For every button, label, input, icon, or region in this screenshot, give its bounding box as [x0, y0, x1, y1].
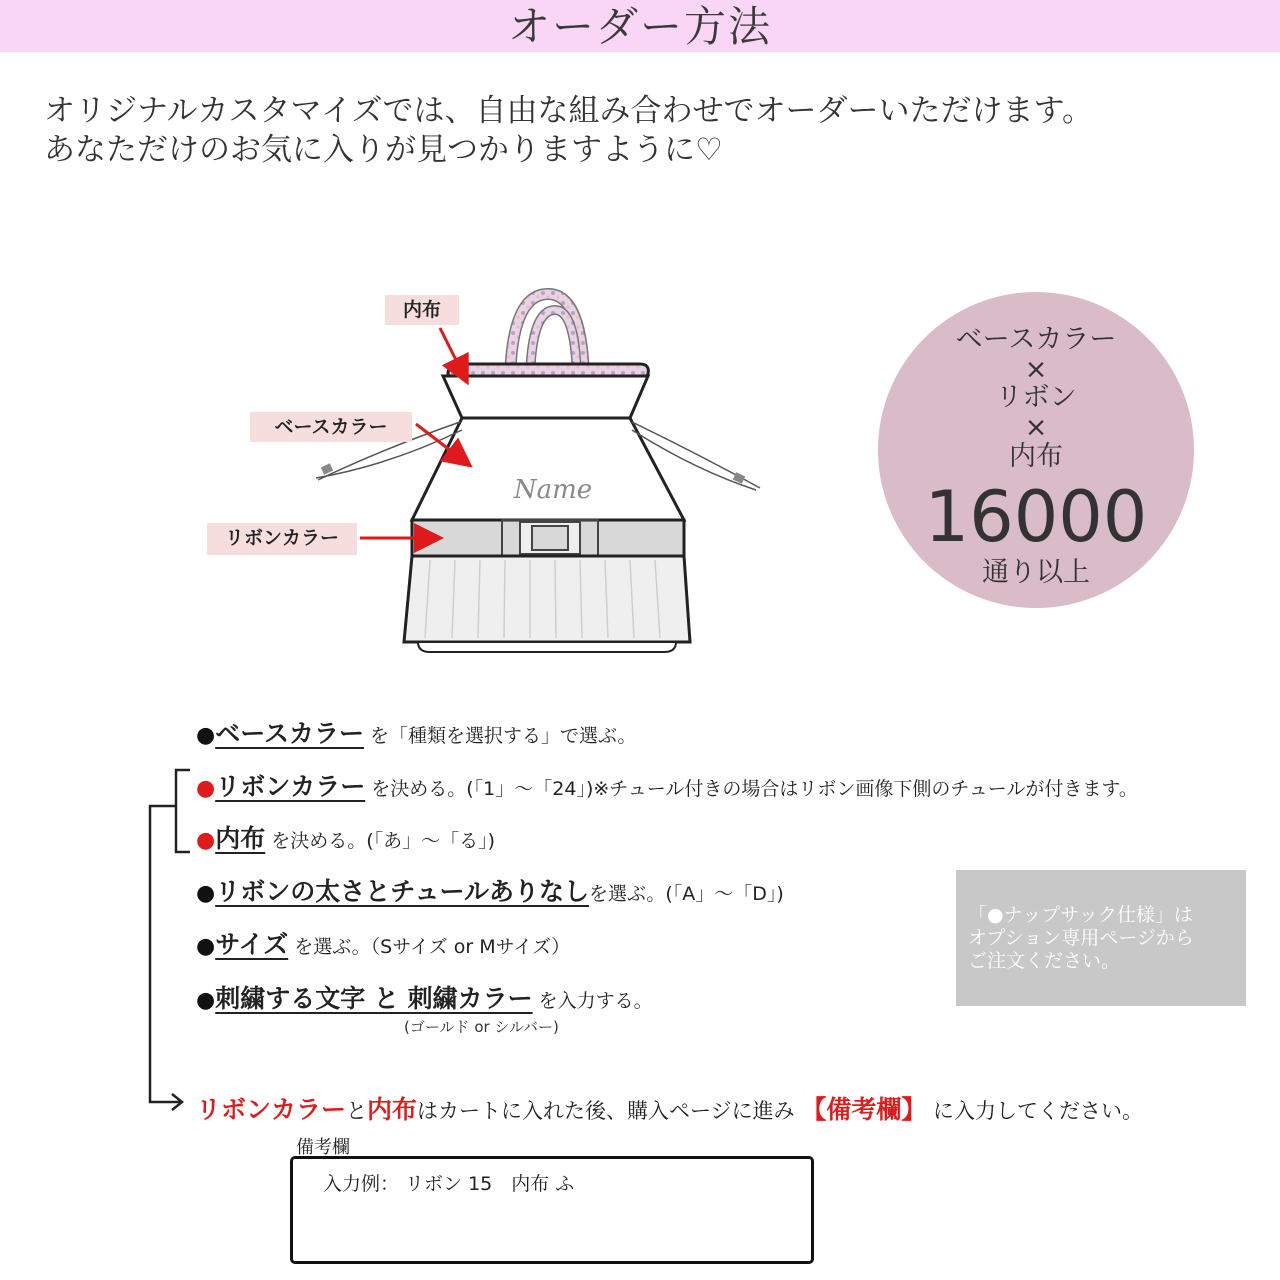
page-title: オーダー方法	[507, 2, 772, 51]
circle-times-1: ×	[1024, 354, 1048, 385]
tag-lining: 内布	[385, 295, 459, 325]
circle-count: 16000	[924, 476, 1148, 558]
step-key: リボンの太さとチュールありなし	[215, 877, 589, 906]
step-key: 内布	[215, 824, 266, 853]
step-ribbon-color: ●リボンカラー を決める。(「1」〜「24」)※チュール付きの場合はリボン画像下側のチュールが付きます。	[196, 772, 1138, 801]
intro-line-1: オリジナルカスタマイズでは、自由な組み合わせでオーダーいただけます。	[44, 93, 1094, 129]
bag-tulle	[404, 556, 690, 642]
tag-base-color: ベースカラー	[250, 412, 412, 442]
note-text: 「●ナップサック仕様」は オプション専用ページから ご注文ください。	[968, 904, 1194, 972]
bag-diagram	[0, 280, 800, 660]
step-embroidery-sub: (ゴールド or シルバー)	[404, 1018, 559, 1036]
step-key: サイズ	[215, 930, 289, 959]
step-embroidery: ●刺繍する文字 と 刺繍カラー を入力する。	[196, 984, 653, 1013]
remarks-label: 備考欄	[296, 1137, 350, 1158]
bag-name-text: Name	[513, 475, 593, 505]
intro-line-2: あなただけのお気に入りが見つかりますように♡	[44, 132, 723, 168]
step-ribbon-width: ●リボンの太さとチュールありなしを選ぶ。(「A」〜「D」)	[196, 877, 784, 906]
final-instruction: リボンカラーと内布はカートに入れた後、購入ページに進み 【備考欄】 に入力してください。	[196, 1095, 1144, 1124]
circle-line-base: ベースカラー	[955, 324, 1117, 355]
knapsack-note	[956, 870, 1246, 1006]
bracket-arrow	[140, 760, 200, 1120]
circle-times-2: ×	[1024, 412, 1048, 443]
tag-ribbon-color: リボンカラー	[207, 523, 357, 555]
circle-line-ribbon: リボン	[995, 382, 1077, 413]
circle-suffix: 通り以上	[982, 557, 1090, 588]
remarks-example-box	[290, 1156, 814, 1264]
circle-line-lining: 内布	[1009, 441, 1063, 472]
step-key: リボンカラー	[215, 772, 366, 801]
step-lining: ●内布 を決める。(「あ」〜「る」)	[196, 824, 496, 853]
step-base-color: ●ベースカラー を「種類を選択する」で選ぶ。	[196, 719, 637, 748]
step-key: ベースカラー	[215, 719, 364, 748]
combination-circle	[878, 292, 1194, 608]
step-size: ●サイズ を選ぶ。（Sサイズ or Mサイズ）	[196, 930, 571, 959]
step-key: 刺繍する文字 と 刺繍カラー	[215, 984, 533, 1013]
remarks-example-text: 入力例： リボン 15 内布 ふ	[323, 1173, 575, 1195]
